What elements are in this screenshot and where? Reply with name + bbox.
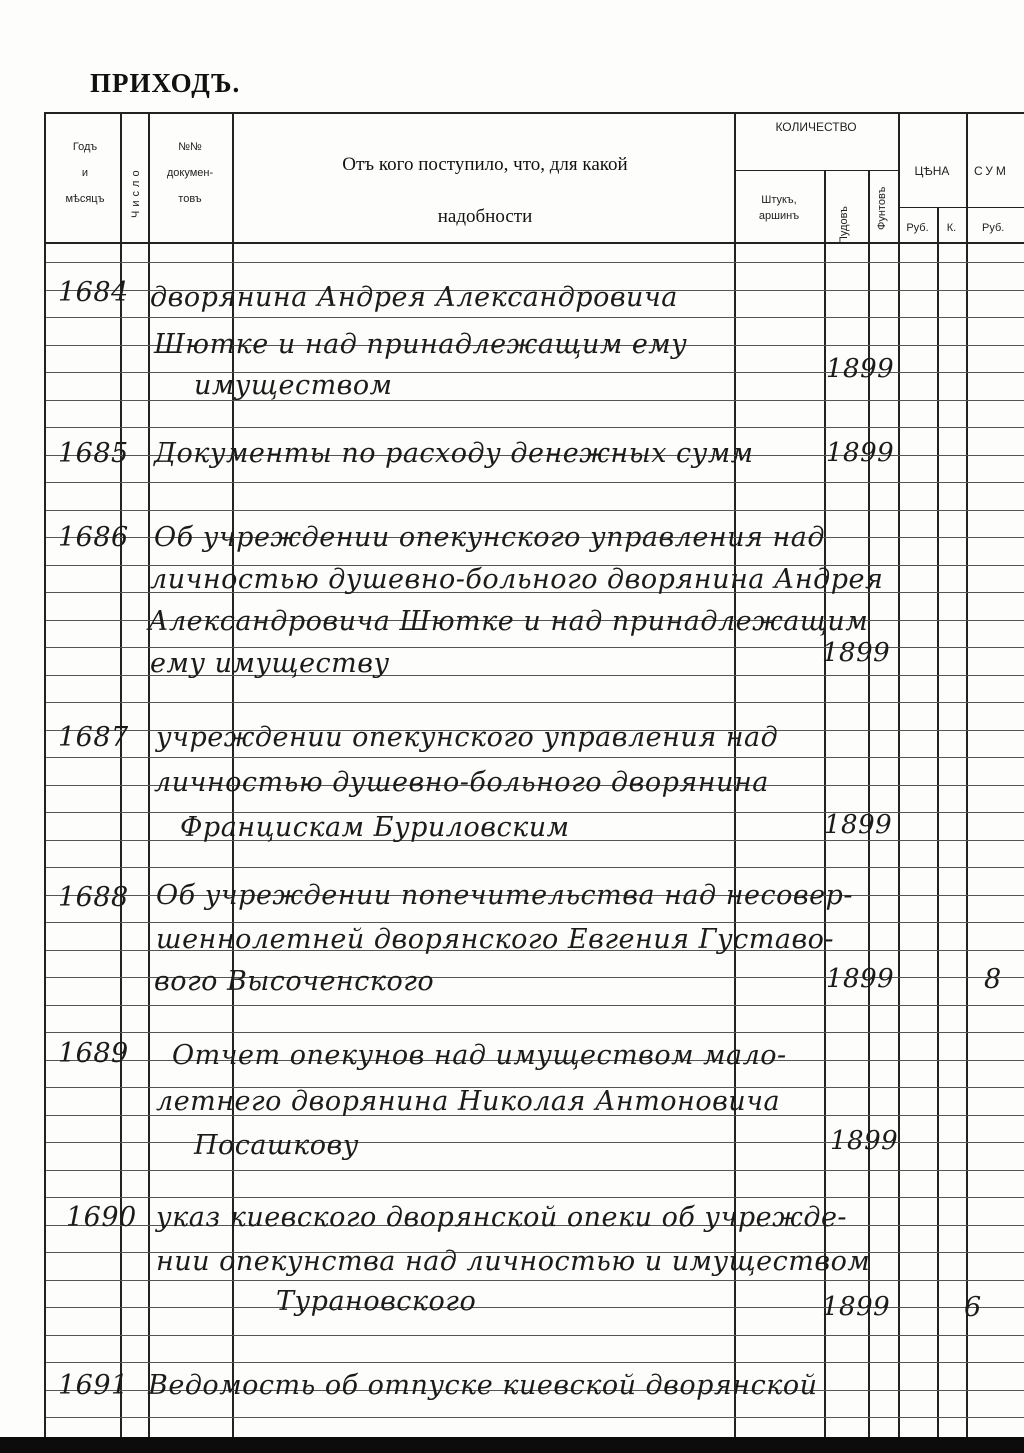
entry-text-line: вого Высоченского: [154, 966, 435, 997]
header-year-line-1: Годъ: [72, 141, 98, 153]
row-rule: [46, 1005, 1024, 1006]
entry-text-line: Об учреждении попечительства над несовер-: [156, 880, 853, 911]
entry-text-line: Ведомость об отпуске киевской дворянской: [148, 1370, 818, 1401]
header-poods: Пудовъ: [838, 206, 850, 244]
entry-number: 1685: [58, 438, 129, 469]
row-rule: [46, 867, 1024, 868]
entry-text-line: ему имуществу: [150, 648, 390, 679]
header-pieces-line-1: Штукъ,: [761, 194, 797, 206]
row-rule: [46, 1032, 1024, 1033]
header-docs-line-1: №№: [178, 141, 202, 153]
header-day: Число: [130, 166, 142, 218]
row-rule: [46, 702, 1024, 703]
header-from-line-2: надобности: [437, 206, 533, 227]
price-subrule: [898, 207, 1024, 208]
header-docs: [152, 134, 228, 212]
entry-text-line: шеннолетней дворянского Евгения Густаво-: [156, 924, 835, 955]
entry-year: 1899: [822, 638, 891, 668]
entry-year: 1899: [826, 354, 895, 384]
row-rule: [46, 1335, 1024, 1336]
entry-text-line: Отчет опекунов над имуществом мало-: [172, 1040, 787, 1071]
header-year-line-2: и: [81, 167, 89, 179]
header-bottom-rule: [44, 242, 1024, 244]
row-rule: [46, 400, 1024, 401]
col-divider-price: [966, 112, 968, 1437]
header-pounds: Фунтовъ: [876, 186, 888, 230]
row-rule: [46, 1362, 1024, 1363]
header-price-kop: К.: [946, 222, 957, 234]
entry-text-line: Документы по расходу денежных сумм: [154, 438, 754, 469]
entry-text-line: Посашкову: [194, 1130, 359, 1161]
entry-year: 1899: [824, 810, 893, 840]
frame-top: [44, 112, 1024, 114]
entry-text-line: личностью душевно-больного дворянина: [154, 767, 769, 798]
row-rule: [46, 922, 1024, 923]
header-year-line-3: мѣсяцъ: [65, 193, 105, 205]
entry-text-line: учреждении опекунского управления над: [156, 722, 779, 753]
header-pieces-line-2: аршинъ: [758, 210, 800, 222]
entry-sum: 8: [984, 964, 1002, 995]
entry-text-line: Францискам Буриловским: [180, 812, 570, 843]
header-sum-rub: Руб.: [982, 222, 1005, 234]
entry-number: 1690: [66, 1202, 137, 1233]
page-title: ПРИХОДЪ.: [90, 68, 241, 98]
header-year-month: [52, 134, 118, 212]
row-rule: [46, 482, 1024, 483]
row-rule: [46, 510, 1024, 511]
entry-text-line: дворянина Андрея Александровича: [150, 282, 678, 313]
entry-number: 1684: [58, 277, 129, 308]
entry-text-line: личностью душевно-больного дворянина Андрея: [150, 564, 884, 595]
entry-number: 1689: [58, 1038, 129, 1069]
header-from-line-1: Отъ кого поступило, что, для какой: [342, 154, 628, 175]
entry-text-line: указ киевского дворянской опеки об учрежде-: [156, 1202, 848, 1233]
header-docs-line-3: товъ: [178, 193, 202, 205]
row-rule: [46, 1280, 1024, 1281]
row-rule: [46, 757, 1024, 758]
frame-left: [44, 112, 46, 1437]
entry-number: 1686: [58, 522, 129, 553]
ledger-table: [44, 112, 1024, 1437]
entry-text-line: Об учреждении опекунского управления над: [154, 522, 825, 553]
entry-number: 1688: [58, 882, 129, 913]
header-sum: СУМ: [974, 164, 1009, 178]
header-price-rub: Руб.: [906, 222, 929, 234]
row-rule: [46, 1417, 1024, 1418]
row-rule: [46, 317, 1024, 318]
header-pieces: [734, 192, 824, 224]
entry-year: 1899: [826, 438, 895, 468]
scan-edge: [0, 1437, 1024, 1453]
header-price: ЦѢНА: [914, 164, 950, 178]
header-docs-line-2: докумен-: [166, 167, 214, 179]
entry-number: 1687: [58, 722, 129, 753]
col-divider-pounds: [898, 112, 900, 1437]
row-rule: [46, 1197, 1024, 1198]
entry-sum: 6: [964, 1292, 982, 1323]
entry-text-line: Турановского: [276, 1286, 477, 1317]
row-rule: [46, 1170, 1024, 1171]
row-rule: [46, 262, 1024, 263]
entry-year: 1899: [822, 1292, 891, 1322]
quantity-subrule: [734, 170, 899, 171]
header-quantity: КОЛИЧЕСТВО: [775, 120, 857, 134]
entry-text-line: Александровича Шютке и над принадлежащим: [148, 606, 869, 637]
entry-text-line: нии опекунства над личностью и имуществом: [156, 1246, 871, 1277]
entry-number: 1691: [58, 1370, 129, 1401]
col-divider-year: [120, 112, 122, 1437]
entry-text-line: имуществом: [194, 370, 393, 401]
entry-text-line: Шютке и над принадлежащим ему: [154, 329, 688, 360]
entry-year: 1899: [830, 1126, 899, 1156]
row-rule: [46, 427, 1024, 428]
entry-year: 1899: [826, 964, 895, 994]
entry-text-line: летнего дворянина Николая Антоновича: [156, 1086, 781, 1117]
